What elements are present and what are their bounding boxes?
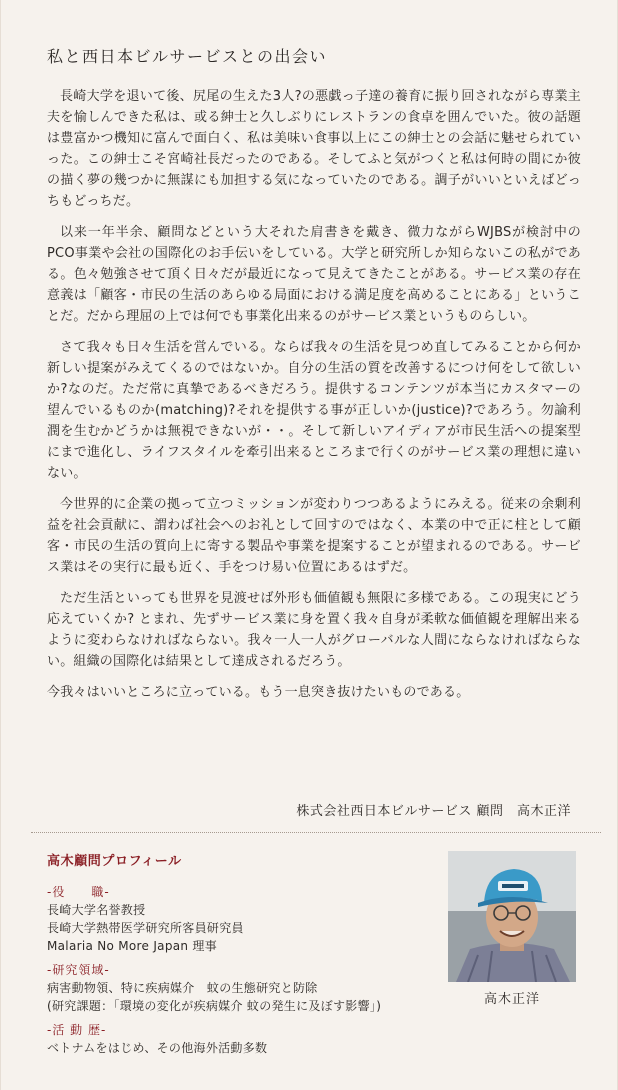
essay-body: [47, 86, 581, 713]
profile-research: [47, 961, 427, 1015]
profile-position: [47, 883, 427, 955]
essay-paragraph-3: さて我々も日々生活を営んでいる。ならば我々の生活を見つめ直してみることから何か新しい提案がみえてくるのではないか。自分の生活の質を改善するにつけ何をして欲しいか?なのだ。ただ常に真摯であるべきだろう。提供するコンテンツが本当にカスタマーの望んでいるものか(matching)?それを提供する事が正しいか(justice)?であろう。勿論利潤を生むかどうかは無視できないが・・。そして新しいアイディアが市民生活への提案型にまで進化し、ライフスタイルを牽引出来るところまで行くのがサービス業の理想に違いない。: [47, 340, 581, 481]
portrait-illustration: [448, 851, 576, 982]
essay-paragraph-5: ただ生活といっても世界を見渡せば外形も価値観も無限に多様である。この現実にどう応えていくか? とまれ、先ずサービス業に身を置く我々自身が柔軟な価値観を理解出来るように変わらなければならない。我々一人一人がグローバルな人間にならなければならない。組織の国際化は結果として達成されるだろう。: [47, 591, 581, 669]
signature: 株式会社西日本ビルサービス 顧問 高木正洋: [296, 804, 571, 819]
profile-title: 高木顧問プロフィール: [47, 854, 182, 869]
essay-paragraph-2: 以来一年半余、顧問などという大それた肩書きを戴き、微力ながらWJBSが検討中のPCO事業や会社の国際化のお手伝いをしている。大学と研究所しか知らないこの私がである。色々勉強させて頂く日々だが最近になって見えてきたことがある。サービス業の存在意義は「顧客・市民の生活のあらゆる局面における満足度を高めることにある」ということだ。だから理屈の上では何でも事業化出来るのがサービス業というものらしい。: [47, 225, 581, 324]
essay-paragraph-1: 長崎大学を退いて後、尻尾の生えた3人?の悪戯っ子達の養育に振り回されながら専業主夫を愉しんできた私は、或る紳士と久しぶりにレストランの食卓を囲んでいた。彼の話題は豊富かつ機知に富んで面白く、私は美味い食事以上にこの紳士との会話に魅せられていった。この紳士こそ宮崎社長だったのである。そしてふと気がつくと私は何時の間にか彼の描く夢の幾つかに無謀にも加担する気になっていたのである。調子がいいといえばどっちもどっちだ。: [47, 89, 581, 209]
research-line: 病害動物領、特に疾病媒介 蚊の生態研究と防除: [47, 981, 318, 995]
position-heading: -役 職-: [47, 885, 110, 899]
activities-heading: -活 動 歴-: [47, 1023, 107, 1037]
research-line: (研究課題：「環境の変化が疾病媒介 蚊の発生に及ぼす影響」): [47, 999, 382, 1013]
essay-paragraph-6: 今我々はいいところに立っている。もう一息突き抜けたいものである。: [47, 685, 470, 700]
position-line: 長崎大学熱帯医学研究所客員研究員: [47, 921, 244, 935]
profile-section: [47, 850, 427, 1063]
activities-line: ベトナムをはじめ、その他海外活動多数: [47, 1041, 268, 1055]
profile-activities: [47, 1021, 427, 1057]
section-divider: [31, 832, 601, 833]
position-line: 長崎大学名誉教授: [47, 903, 146, 917]
page-title: 私と西日本ビルサービスとの出会い: [47, 47, 328, 66]
photo-caption: 高木正洋: [483, 992, 540, 1007]
essay-paragraph-4: 今世界的に企業の拠って立つミッションが変わりつつあるようにみえる。従来の余剰利益を社会貢献に、謂わば社会へのお礼として回すのではなく、本業の中で正に柱として顧客・市民の生活の質向上に寄する製品や事業を提案することが望まれるのである。サービス業はその実行に最も近く、手をつけ易い位置にあるはずだ。: [47, 497, 581, 575]
portrait-photo: [448, 851, 576, 982]
research-heading: -研究領域-: [47, 963, 110, 977]
position-line: Malaria No More Japan 理事: [47, 939, 218, 953]
